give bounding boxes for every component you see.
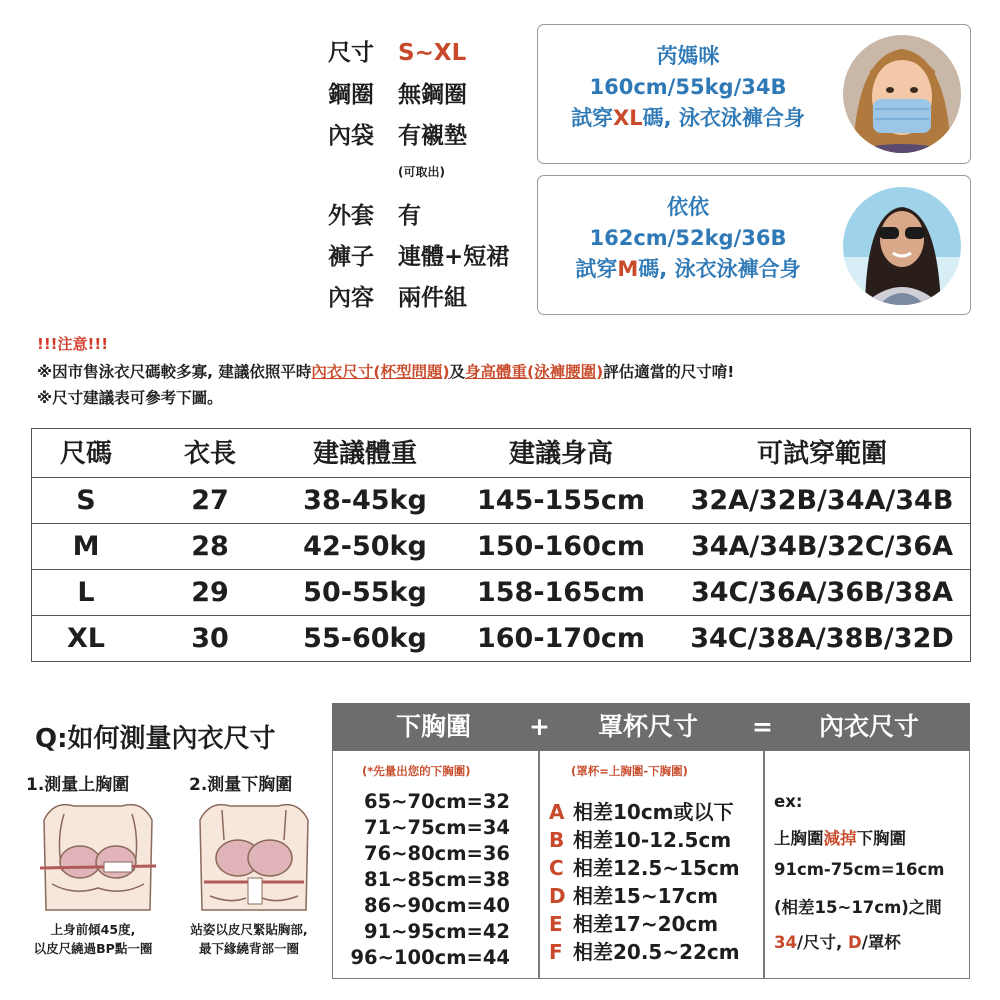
notice-line-2: ※尺寸建議表可參考下圖。 — [37, 389, 223, 407]
table-header-cell: 衣長 — [183, 439, 236, 469]
band-item: 81~85cm=38 — [364, 868, 510, 891]
table-cell: 38-45kg — [303, 485, 427, 516]
band-item: 86~90cm=40 — [364, 894, 510, 917]
measure-title: Q:如何測量內衣尺寸 — [35, 724, 276, 754]
step-2-label: 2.測量下胸圍 — [189, 775, 293, 795]
spec-content — [328, 279, 467, 312]
step-2-caption: 站姿以皮尺緊貼胸部, 最下緣繞背部一圈 — [190, 922, 308, 956]
table-cell: 27 — [191, 485, 229, 516]
cup-item: E 相差17~20cm — [549, 912, 719, 936]
spec-pad — [328, 117, 467, 150]
band-item: 91~95cm=42 — [364, 920, 510, 943]
spec-key: 鋼圈 — [328, 82, 374, 108]
table-row — [32, 569, 970, 616]
table-cell: S — [76, 485, 96, 516]
spec-jacket — [328, 197, 421, 230]
table-header-cell: 尺碼 — [59, 439, 112, 469]
table-cell: 158-165cm — [476, 577, 646, 608]
spec-value: 兩件組 — [398, 285, 467, 311]
table-header-row — [32, 431, 970, 477]
spec-value: 有 — [398, 203, 421, 229]
table-cell: 55-60kg — [303, 623, 427, 654]
cup-item: A 相差10cm或以下 — [549, 800, 734, 824]
band-item: 96~100cm=44 — [350, 946, 510, 969]
spec-pants — [328, 238, 509, 271]
column-divider — [538, 751, 540, 978]
table-cell: M — [72, 531, 100, 562]
table-cell: 50-55kg — [303, 577, 427, 608]
example-line: (相差15~17cm)之間 — [774, 898, 942, 917]
table-row — [32, 477, 970, 524]
spec-pad-note: (可取出) — [398, 165, 445, 179]
spec-key: 尺寸 — [328, 40, 374, 66]
formula-equals: = — [752, 712, 773, 741]
formula-plus: + — [529, 712, 550, 741]
step-1-caption: 上身前傾45度, 以皮尺繞過BP點一圈 — [33, 922, 153, 956]
step-1-label: 1.測量上胸圍 — [26, 775, 130, 795]
size-table — [31, 428, 971, 662]
table-cell: 34C/36A/36B/38A — [690, 577, 954, 608]
table-cell: XL — [66, 623, 106, 654]
notice-line-1: ※因市售泳衣尺碼較多寡, 建議依照平時內衣尺寸(杯型問題)及身高體重(泳褲腰圍)評估適當的尺寸唷! — [37, 363, 735, 381]
band-item: 65~70cm=32 — [364, 790, 510, 813]
notice-title: !!!注意!!! — [37, 335, 109, 353]
table-row — [32, 615, 970, 662]
band-item: 76~80cm=36 — [364, 842, 510, 865]
spec-value: 有襯墊 — [398, 123, 467, 149]
cup-item: F 相差20.5~22cm — [549, 940, 740, 964]
cup-item: C 相差12.5~15cm — [549, 856, 740, 880]
table-cell: 145-155cm — [476, 485, 646, 516]
spec-wire — [328, 76, 467, 109]
table-header-cell: 建議體重 — [312, 439, 417, 469]
model-stats: 162cm/52kg/36B — [589, 226, 787, 250]
model-stats: 160cm/55kg/34B — [589, 75, 787, 99]
model-fit: 試穿XL碼, 泳衣泳褲合身 — [571, 106, 805, 130]
spec-key: 外套 — [328, 203, 374, 229]
example-label: ex: — [774, 792, 803, 811]
table-cell: 160-170cm — [476, 623, 646, 654]
bust-measure-illustration — [34, 800, 162, 918]
cup-note: (罩杯=上胸圍-下胸圍) — [571, 764, 688, 778]
spec-value: S~XL — [398, 40, 467, 66]
cup-item: D 相差15~17cm — [549, 884, 719, 908]
spec-size — [328, 34, 466, 67]
table-cell: L — [77, 577, 95, 608]
table-cell: 30 — [191, 623, 229, 654]
underbust-measure-illustration — [190, 800, 318, 918]
model-avatar-2 — [843, 187, 961, 305]
table-cell: 34C/38A/38B/32D — [690, 623, 954, 654]
band-note: (*先量出您的下胸圍) — [362, 764, 471, 778]
model-avatar-1 — [843, 35, 961, 153]
example-line: 91cm-75cm=16cm — [774, 860, 945, 879]
example-result: 34/尺寸, D/罩杯 — [774, 933, 901, 952]
column-divider — [763, 751, 765, 978]
table-header-cell: 建議身高 — [508, 439, 613, 469]
example-line: 上胸圍減掉下胸圍 — [774, 829, 906, 848]
model-fit: 試穿M碼, 泳衣泳褲合身 — [575, 257, 801, 281]
table-cell: 28 — [191, 531, 229, 562]
formula-term-cup: 罩杯尺寸 — [598, 712, 699, 741]
spec-key: 褲子 — [328, 244, 374, 270]
formula-header — [332, 703, 970, 751]
table-cell: 29 — [191, 577, 229, 608]
formula-term-band: 下胸圍 — [396, 712, 472, 741]
table-cell: 34A/34B/32C/36A — [690, 531, 954, 562]
table-row — [32, 523, 970, 570]
table-cell: 150-160cm — [476, 531, 646, 562]
spec-key: 內容 — [328, 285, 374, 311]
band-item: 71~75cm=34 — [364, 816, 510, 839]
table-header-cell: 可試穿範圍 — [756, 439, 887, 469]
spec-key: 內袋 — [328, 123, 374, 149]
table-cell: 42-50kg — [303, 531, 427, 562]
spec-value: 連體+短裙 — [398, 244, 510, 270]
cup-item: B 相差10-12.5cm — [549, 828, 732, 852]
table-cell: 32A/32B/34A/34B — [690, 485, 954, 516]
spec-value: 無鋼圈 — [398, 82, 467, 108]
formula-result: 內衣尺寸 — [819, 712, 920, 741]
model-name: 芮媽咪 — [656, 44, 720, 68]
model-name: 依依 — [667, 195, 709, 219]
